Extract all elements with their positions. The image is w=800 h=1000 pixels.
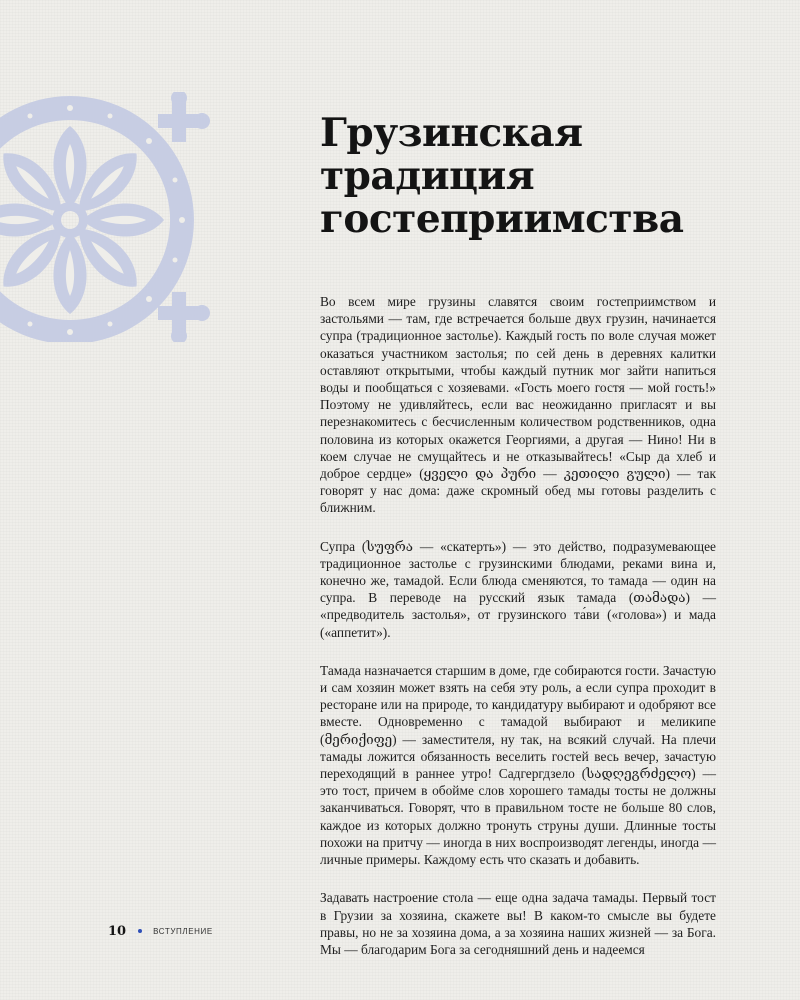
title-line-1: Грузинская (320, 110, 583, 156)
page-footer (108, 922, 213, 940)
article-body (320, 293, 716, 979)
title-line-2: традиция (320, 153, 535, 199)
paragraph-1: Во всем мире грузины славятся своим гостеприимством и застольями — там, где встречается больше двух грузин, начинается супра (традиционное застолье). Каждый гость по воле случая может оказаться участником застолья; по сей день в деревнях калитки оставляют открытыми, чтобы каждый путник мог зайти напиться воды и пообщаться с хозяевами. «Гость моего гостя — мой гость!» Поэтому не удивляйтесь, если вас неожиданно пригласят и вы перезнакомитесь с бесчисленным количеством родственников, одна половина из которых окажется Георгиями, а другая — Нино! Ни в коем случае не смущайтесь и не отказывайтесь! «Сыр да хлеб и доброе сердце» (ყველი და პური — კეთილი გული) — так говорят у нас дома: даже скромный обед мы готовы разделить с ближним. (320, 294, 716, 516)
title-line-3: гостеприимства (320, 196, 684, 242)
section-name: ВСТУПЛЕНИЕ (153, 926, 213, 936)
paragraph-3: Тамада назначается старшим в доме, где собираются гости. Зачастую и сам хозяин может взять на себя эту роль, а если супра проходит в ресторане или на природе, то кандидатуру выбирают и одобряют все вместе. Одновременно с тамадой выбирают и меликипе (მერიქიფე) — заместителя, ну так, на всякий случай. На плечи тамады ложится обязанность веселить гостей весь вечер, зачастую переходящий в раннее утро! Садгергдзело (სადღეგრძელო) — это тост, причем в обойме слов хорошего тамады тосты не должны заканчиваться. Говорят, что в правильном тосте не больше 80 слов, каждое из которых должно тронуть струны души. Длинные тосты похожи на притчу — иногда в них воспроизводят легенды, иногда — личные примеры. Каждому есть что сказать и добавить. (320, 662, 716, 868)
footer-dot-icon (138, 929, 142, 933)
page-title (320, 112, 740, 241)
borjgali-rosette-icon (0, 92, 230, 342)
paragraph-2: Супра (სუფრა — «скатерть») — это действо, подразумевающее традиционное застолье с грузинскими блюдами, реками вина и, конечно же, тамадой. Если блюда сменяются, то тамада — один на супра. В переводе на русский язык тамада (თამადა) — «предводитель застолья», от грузинского та́ви («голова») и мада («аппетит»). (320, 538, 716, 640)
page-number: 10 (108, 923, 127, 939)
paragraph-4: Задавать настроение стола — еще одна задача тамады. Первый тост в Грузии за хозяина, скажете вы! В каком-то смысле вы будете правы, но не за хозяина дома, а за хозяина наших жизней — за Бога. Мы — благодарим Бога за сегодняшний день и надеемся (320, 890, 716, 957)
